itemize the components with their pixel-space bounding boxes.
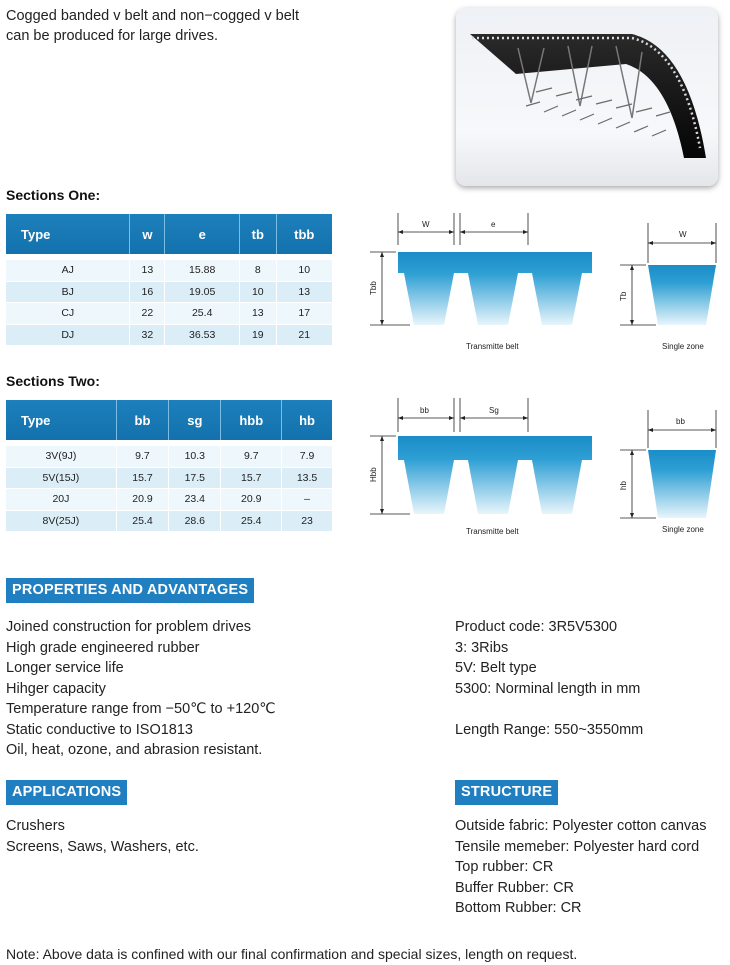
- table-cell: 25.4: [165, 303, 240, 325]
- table-row: [6, 446, 332, 468]
- table-cell: 9.7: [117, 446, 169, 468]
- diagram-caption: Single zone: [662, 342, 704, 351]
- dim-label-bb: bb: [420, 406, 429, 415]
- table-cell: 15.7: [117, 468, 169, 490]
- table-cell: 15.7: [221, 468, 282, 490]
- length-range: Length Range: 550~3550mm: [455, 721, 644, 738]
- intro-line-2: can be produced for large drives.: [6, 28, 218, 44]
- dim-label-w: W: [422, 220, 430, 229]
- column-header: hbb: [221, 400, 282, 440]
- sections-one-title: Sections One:: [6, 187, 101, 203]
- list-item: Joined construction for problem drives: [6, 619, 252, 635]
- diagram-caption: Transmitte belt: [466, 342, 519, 351]
- column-header: bb: [117, 400, 169, 440]
- single-zone-diagram-one: [610, 205, 725, 355]
- table-cell: 20.9: [117, 489, 169, 511]
- table-cell: CJ: [6, 303, 130, 325]
- table-cell: 28.6: [169, 511, 221, 533]
- intro-text: [6, 6, 366, 46]
- table-cell: 20J: [6, 489, 117, 511]
- table-row: [6, 468, 332, 490]
- list-item: Longer service life: [6, 660, 124, 676]
- table-cell: 20.9: [221, 489, 282, 511]
- table-cell: 8V(25J): [6, 511, 117, 533]
- table-row: [6, 489, 332, 511]
- table-cell: 3V(9J): [6, 446, 117, 468]
- properties-list: [6, 617, 276, 761]
- table-cell: 8: [240, 260, 276, 282]
- list-item: Bottom Rubber: CR: [455, 900, 582, 916]
- table-header-row: [6, 214, 332, 254]
- column-header: sg: [169, 400, 221, 440]
- table-cell: 13: [240, 303, 276, 325]
- table-cell: 16: [130, 282, 165, 304]
- dim-label-w: W: [679, 230, 687, 239]
- column-header: e: [165, 214, 240, 254]
- sections-two-title: Sections Two:: [6, 373, 100, 389]
- dim-label-hb: hb: [619, 481, 628, 490]
- column-header: tb: [240, 214, 276, 254]
- table-row: [6, 260, 332, 282]
- table-cell: AJ: [6, 260, 130, 282]
- table-row: [6, 303, 332, 325]
- table-cell: 13: [277, 282, 332, 304]
- table-cell: BJ: [6, 282, 130, 304]
- dim-label-hbb: Hbb: [369, 467, 378, 482]
- dim-label-sg: Sg: [489, 406, 499, 415]
- table-cell: 17.5: [169, 468, 221, 490]
- column-header: w: [130, 214, 165, 254]
- table-cell: 10.3: [169, 446, 221, 468]
- structure-list: [455, 816, 706, 919]
- column-header: hb: [282, 400, 332, 440]
- list-item: Oil, heat, ozone, and abrasion resistant.: [6, 742, 263, 758]
- table-cell: 5V(15J): [6, 468, 117, 490]
- intro-line-1: Cogged banded v belt and non−cogged v belt: [6, 8, 300, 24]
- table-cell: 19: [240, 325, 276, 347]
- list-item: Tensile memeber: Polyester hard cord: [455, 838, 700, 855]
- dim-label-e: e: [491, 220, 496, 229]
- table-header-row: [6, 400, 332, 440]
- list-item: Product code: 3R5V5300: [455, 619, 618, 635]
- column-header: tbb: [277, 214, 332, 254]
- table-cell: 10: [277, 260, 332, 282]
- dim-label-tbb: Tbb: [369, 281, 378, 295]
- structure-heading: STRUCTURE: [455, 780, 558, 805]
- single-zone-diagram-two: [610, 392, 725, 542]
- diagram-caption: Single zone: [662, 525, 704, 534]
- dim-label-bb: bb: [676, 417, 685, 426]
- table-cell: 25.4: [117, 511, 169, 533]
- list-item: Temperature range from −50℃ to +120℃: [6, 701, 276, 717]
- table-cell: 22: [130, 303, 165, 325]
- properties-heading: PROPERTIES AND ADVANTAGES: [6, 578, 254, 603]
- table-cell: 7.9: [282, 446, 332, 468]
- table-cell: 21: [277, 325, 332, 347]
- sections-one-table: [6, 214, 332, 346]
- table-cell: –: [282, 489, 332, 511]
- footer-note: Note: Above data is confined with our final confirmation and special sizes, length on request.: [6, 946, 578, 962]
- table-cell: 13.5: [282, 468, 332, 490]
- list-item: 5300: Norminal length in mm: [455, 680, 641, 697]
- table-cell: 19.05: [165, 282, 240, 304]
- table-cell: 25.4: [221, 511, 282, 533]
- list-item: 3: 3Ribs: [455, 639, 509, 656]
- list-item: Outside fabric: Polyester cotton canvas: [455, 818, 707, 834]
- table-cell: 17: [277, 303, 332, 325]
- list-item: Screens, Saws, Washers, etc.: [6, 838, 199, 855]
- table-cell: 32: [130, 325, 165, 347]
- belt-product-photo: [456, 8, 718, 186]
- transmitte-belt-diagram-one: [360, 205, 600, 355]
- product-code-list: [455, 617, 643, 740]
- dim-label-tb: Tb: [619, 291, 628, 301]
- table-cell: DJ: [6, 325, 130, 347]
- list-item: Buffer Rubber: CR: [455, 879, 575, 896]
- diagram-caption: Transmitte belt: [466, 527, 519, 536]
- list-item: Crushers: [6, 818, 65, 834]
- table-row: [6, 325, 332, 347]
- applications-heading: APPLICATIONS: [6, 780, 127, 805]
- list-item: Top rubber: CR: [455, 859, 554, 875]
- table-cell: 23: [282, 511, 332, 533]
- table-cell: 10: [240, 282, 276, 304]
- list-item: High grade engineered rubber: [6, 639, 200, 656]
- applications-list: [6, 816, 199, 857]
- table-row: [6, 282, 332, 304]
- cogged-belt-illustration: [456, 8, 718, 186]
- table-cell: 9.7: [221, 446, 282, 468]
- list-item: 5V: Belt type: [455, 660, 537, 676]
- list-item: Hihger capacity: [6, 680, 106, 697]
- table-cell: 36.53: [165, 325, 240, 347]
- table-cell: 15.88: [165, 260, 240, 282]
- table-row: [6, 511, 332, 533]
- transmitte-belt-diagram-two: [360, 392, 600, 542]
- table-cell: 13: [130, 260, 165, 282]
- column-header: Type: [6, 400, 117, 440]
- sections-two-table: [6, 400, 332, 532]
- table-cell: 23.4: [169, 489, 221, 511]
- column-header: Type: [6, 214, 130, 254]
- list-item: Static conductive to ISO1813: [6, 721, 193, 738]
